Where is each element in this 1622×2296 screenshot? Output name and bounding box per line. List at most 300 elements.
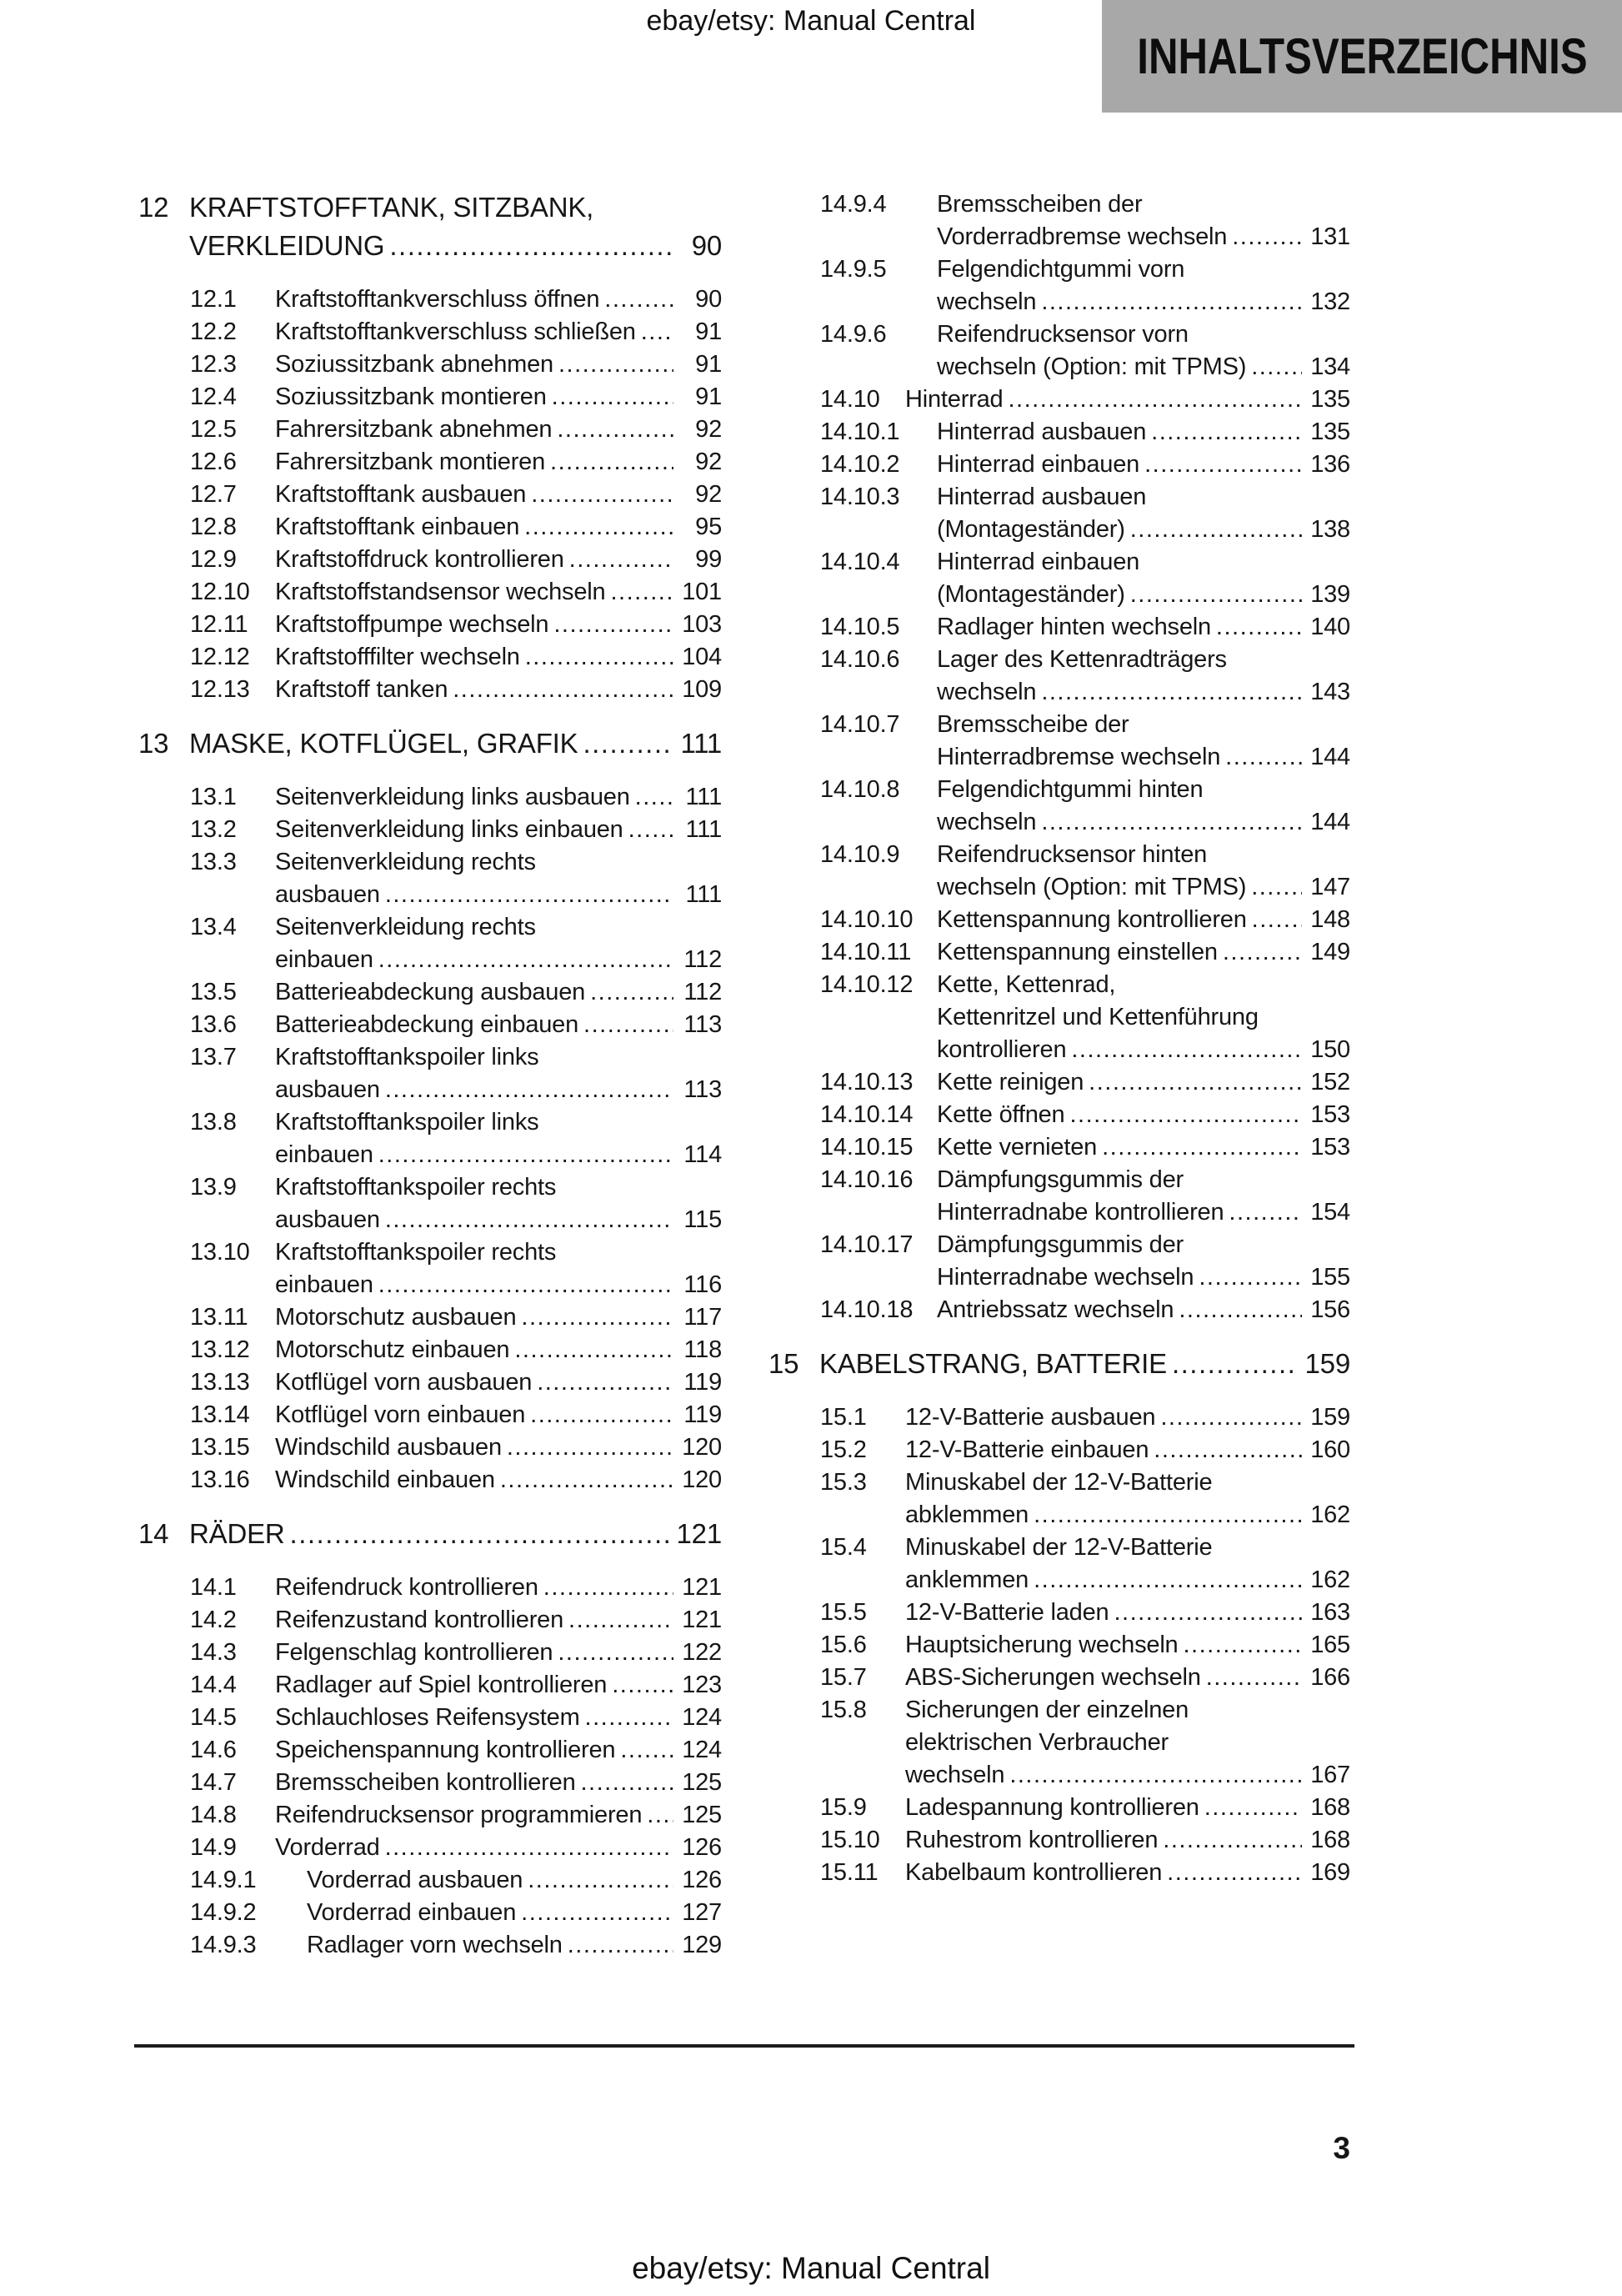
entry-title <box>275 641 722 674</box>
entry-title-line: Hinterrad ausbauen <box>937 484 1147 510</box>
entry-number: 14.10.14 <box>820 1101 914 1128</box>
dot-leader <box>385 1832 673 1864</box>
entry-page: 147 <box>1310 874 1350 900</box>
entry-title-line: Hinterradnabe kontrollieren <box>937 1199 1224 1226</box>
entry-title-line: Kraftstofftankverschluss öffnen <box>275 286 600 313</box>
entry-number: 15.3 <box>820 1469 867 1496</box>
entry-title-line: Schlauchloses Reifensystem <box>275 1704 580 1731</box>
dot-leader <box>568 1929 673 1962</box>
entry-number: 15.4 <box>820 1534 867 1561</box>
entry-number: 14.9.2 <box>190 1899 257 1926</box>
entry-number: 13.16 <box>190 1466 250 1493</box>
dot-leader <box>647 1799 673 1832</box>
toc-entry <box>768 546 1350 611</box>
toc-entry <box>138 674 722 706</box>
entry-title <box>275 1431 722 1464</box>
toc-entry <box>138 1832 722 1864</box>
toc-entry <box>138 544 722 576</box>
dot-leader <box>558 348 673 381</box>
entry-number: 15.5 <box>820 1599 867 1626</box>
entry-page: 120 <box>682 1466 722 1493</box>
entry-title <box>937 481 1350 546</box>
entry-title-line: Fahrersitzbank abnehmen <box>275 416 553 443</box>
entry-page: 113 <box>683 1076 722 1103</box>
entry-title <box>275 781 722 814</box>
entry-title-line: (Montageständer) <box>937 516 1125 543</box>
toc-entry <box>138 1009 722 1041</box>
toc-entry <box>768 1824 1350 1857</box>
entry-title-line: Hauptsicherung wechseln <box>905 1632 1179 1658</box>
entry-number: 13.1 <box>190 784 237 810</box>
entry-page: 144 <box>1310 809 1350 835</box>
entry-title-line: (Montageständer) <box>937 581 1125 608</box>
entry-number: 14.9.6 <box>820 321 887 348</box>
entry-number: 12.1 <box>190 286 237 313</box>
entry-title <box>275 674 722 706</box>
entry-title-line: Hinterrad einbauen <box>937 451 1140 478</box>
entry-title <box>937 709 1350 774</box>
entry-title-line: Speichenspannung kontrollieren <box>275 1737 616 1763</box>
entry-title-line: Seitenverkleidung rechts <box>275 849 536 875</box>
toc-entry <box>768 904 1350 936</box>
dot-leader <box>385 1204 673 1236</box>
entry-number: 14.9.3 <box>190 1932 257 1958</box>
toc-entry <box>768 1099 1350 1131</box>
toc-entry <box>138 609 722 641</box>
dot-leader <box>1071 1034 1302 1066</box>
entry-title-line: Radlager auf Spiel kontrollieren <box>275 1672 608 1698</box>
entry-title-line: Windschild einbauen <box>275 1466 495 1493</box>
entry-title-line: Bremsscheiben der <box>937 191 1143 218</box>
entry-title <box>275 1366 722 1399</box>
entry-page: 143 <box>1310 679 1350 705</box>
footer-divider <box>134 2044 1354 2048</box>
entry-title <box>937 1164 1350 1229</box>
toc-entry <box>138 724 722 763</box>
toc-entry <box>768 1792 1350 1824</box>
entry-title-line: Hinterradbremse wechseln <box>937 744 1221 770</box>
entry-title <box>937 1229 1350 1294</box>
entry-title <box>275 1669 722 1702</box>
toc-entry <box>138 1637 722 1669</box>
toc-entry <box>138 1366 722 1399</box>
entry-title <box>937 1099 1350 1131</box>
entry-page: 168 <box>1310 1794 1350 1821</box>
entry-number: 15.9 <box>820 1794 867 1821</box>
entry-title-line: Kraftstofftankspoiler links <box>275 1109 539 1135</box>
toc-entry <box>768 1294 1350 1326</box>
dot-leader <box>610 576 673 609</box>
entry-page: 159 <box>1304 1348 1350 1379</box>
entry-title-line: Radlager hinten wechseln <box>937 614 1211 640</box>
entry-number: 13.5 <box>190 979 237 1005</box>
entry-number: 13.2 <box>190 816 237 843</box>
entry-title <box>937 611 1350 644</box>
dot-leader <box>528 1864 673 1897</box>
entry-number: 12.12 <box>190 644 250 670</box>
toc-entry <box>138 283 722 316</box>
entry-title <box>905 1824 1350 1857</box>
entry-number: 14.10.17 <box>820 1231 914 1258</box>
dot-leader <box>389 227 673 265</box>
entry-page: 95 <box>695 514 722 540</box>
entry-page: 114 <box>683 1141 722 1168</box>
entry-title <box>905 1597 1350 1629</box>
dot-leader <box>1069 1099 1302 1131</box>
entry-title-line: kontrollieren <box>937 1036 1067 1063</box>
dot-leader <box>531 479 673 511</box>
entry-title <box>275 1334 722 1366</box>
entry-page: 119 <box>683 1401 722 1428</box>
entry-page: 112 <box>683 946 722 973</box>
entry-page: 126 <box>682 1867 722 1893</box>
entry-title-line: Hinterrad <box>905 386 1004 413</box>
entry-number: 14.10.9 <box>820 841 900 868</box>
entry-title-line: Kraftstoffpumpe wechseln <box>275 611 549 638</box>
entry-page: 90 <box>695 286 722 313</box>
toc-entry <box>138 1334 722 1366</box>
toc-entry <box>768 1532 1350 1597</box>
entry-title-line: Hinterrad einbauen <box>937 549 1140 575</box>
dot-leader <box>537 1366 673 1399</box>
entry-number: 14.10.15 <box>820 1134 914 1161</box>
toc-entry <box>138 511 722 544</box>
entry-title <box>275 1399 722 1431</box>
toc-entry <box>768 1629 1350 1662</box>
entry-page: 156 <box>1310 1296 1350 1323</box>
entry-title-line: Kette vernieten <box>937 1134 1098 1161</box>
toc-entry <box>138 1301 722 1334</box>
toc-entry <box>138 976 722 1009</box>
dot-leader <box>581 1767 674 1799</box>
toc-entry <box>138 1702 722 1734</box>
entry-number: 14.10.7 <box>820 711 900 738</box>
toc-entry <box>138 1515 722 1553</box>
entry-page: 91 <box>695 384 722 410</box>
entry-page: 127 <box>682 1899 722 1926</box>
entry-number: 14.10.12 <box>820 971 914 998</box>
entry-page: 168 <box>1310 1827 1350 1853</box>
entry-title-line: ausbauen <box>275 1076 380 1103</box>
entry-title-line: Seitenverkleidung rechts <box>275 914 536 940</box>
toc-entry <box>138 1897 722 1929</box>
entry-number: 13.8 <box>190 1109 237 1135</box>
dot-leader <box>1102 1131 1302 1164</box>
entry-title-line: elektrischen Verbraucher <box>905 1729 1169 1756</box>
dot-leader <box>385 879 673 911</box>
entry-page: 150 <box>1310 1036 1350 1063</box>
dot-leader <box>1252 904 1302 936</box>
entry-title-line: KRAFTSTOFFTANK, SITZBANK, <box>189 192 594 223</box>
entry-number: 13.6 <box>190 1011 237 1038</box>
entry-number: 13.7 <box>190 1044 237 1070</box>
entry-title-line: Dämpfungsgummis der <box>937 1231 1184 1258</box>
dot-leader <box>628 814 673 846</box>
entry-title-line: Batterieabdeckung einbauen <box>275 1011 579 1038</box>
entry-number: 12.10 <box>190 579 250 605</box>
toc-entry <box>138 479 722 511</box>
toc-entry <box>138 1106 722 1171</box>
entry-title-line: Kraftstofftankspoiler rechts <box>275 1239 557 1266</box>
entry-number: 14.10.16 <box>820 1166 914 1193</box>
dot-leader <box>1172 1345 1297 1383</box>
entry-number: 15.7 <box>820 1664 867 1691</box>
entry-title <box>275 1236 722 1301</box>
entry-page: 160 <box>1310 1436 1350 1463</box>
toc-entry <box>768 1434 1350 1466</box>
entry-title-line: RÄDER <box>189 1518 285 1549</box>
entry-title-line: Radlager vorn wechseln <box>307 1932 563 1958</box>
dot-leader <box>1144 449 1302 481</box>
entry-number: 14.1 <box>190 1574 237 1601</box>
toc-entry <box>768 1466 1350 1532</box>
entry-title <box>275 1572 722 1604</box>
dot-leader <box>1204 1792 1302 1824</box>
dot-leader <box>550 446 673 479</box>
toc-entry <box>768 1401 1350 1434</box>
entry-title <box>275 479 722 511</box>
entry-title-line: MASKE, KOTFLÜGEL, GRAFIK <box>189 728 578 759</box>
entry-page: 162 <box>1310 1567 1350 1593</box>
dot-leader <box>1114 1597 1302 1629</box>
entry-title-line: Hinterrad ausbauen <box>937 419 1147 445</box>
entry-title <box>275 544 722 576</box>
dot-leader <box>514 1334 673 1366</box>
toc-entry <box>138 348 722 381</box>
entry-page: 140 <box>1310 614 1350 640</box>
entry-title <box>937 644 1350 709</box>
entry-title <box>275 1009 722 1041</box>
entry-page: 111 <box>685 816 722 843</box>
dot-leader <box>553 609 673 641</box>
entry-title-line: Dämpfungsgummis der <box>937 1166 1184 1193</box>
entry-title <box>937 969 1350 1066</box>
toc-entry <box>138 846 722 911</box>
toc-entry <box>768 1857 1350 1889</box>
entry-title <box>189 188 722 265</box>
entry-title-line: 12-V-Batterie ausbauen <box>905 1404 1156 1431</box>
entry-title-line: Kraftstofftankspoiler links <box>275 1044 539 1070</box>
entry-number: 12.7 <box>190 481 237 508</box>
entry-title <box>905 1662 1350 1694</box>
entry-page: 152 <box>1310 1069 1350 1095</box>
toc-entry <box>768 1131 1350 1164</box>
dot-leader <box>525 641 673 674</box>
entry-title-line: Seitenverkleidung links ausbauen <box>275 784 630 810</box>
entry-page: 153 <box>1310 1101 1350 1128</box>
entry-page: 109 <box>682 676 722 703</box>
dot-leader <box>521 1897 673 1929</box>
entry-page: 132 <box>1310 288 1350 315</box>
entry-page: 121 <box>682 1574 722 1601</box>
entry-page: 103 <box>682 611 722 638</box>
entry-title <box>905 1466 1350 1532</box>
toc-entry <box>768 936 1350 969</box>
entry-title <box>937 904 1350 936</box>
entry-number: 14.10.3 <box>820 484 900 510</box>
entry-title-line: Windschild ausbauen <box>275 1434 502 1461</box>
entry-title-line: wechseln (Option: mit TPMS) <box>937 874 1247 900</box>
toc-entry <box>768 1597 1350 1629</box>
toc-entry <box>138 188 722 265</box>
entry-number: 14.5 <box>190 1704 237 1731</box>
entry-title-line: Sicherungen der einzelnen <box>905 1697 1189 1723</box>
entry-page: 123 <box>682 1672 722 1698</box>
entry-title <box>937 188 1350 253</box>
dot-leader <box>500 1464 673 1496</box>
entry-title-line: Vorderrad einbauen <box>307 1899 517 1926</box>
dot-leader <box>530 1399 673 1431</box>
entry-title-line: Kabelbaum kontrollieren <box>905 1859 1163 1886</box>
entry-number: 14.9.5 <box>820 256 887 283</box>
entry-page: 104 <box>682 644 722 670</box>
footer-site-label: ebay/etsy: Manual Central <box>632 2251 990 2285</box>
entry-title <box>937 449 1350 481</box>
entry-title-line: Antriebssatz wechseln <box>937 1296 1174 1323</box>
entry-title <box>937 839 1350 904</box>
dot-leader <box>1232 221 1302 253</box>
entry-number: 15.8 <box>820 1697 867 1723</box>
entry-page: 167 <box>1310 1762 1350 1788</box>
entry-title-line: Motorschutz ausbauen <box>275 1304 517 1331</box>
dot-leader <box>1008 384 1302 416</box>
entry-page: 111 <box>685 784 722 810</box>
dot-leader <box>620 1734 673 1767</box>
page-title-box <box>1102 0 1622 113</box>
entry-number: 12.2 <box>190 318 237 345</box>
entry-page: 92 <box>695 481 722 508</box>
dot-leader <box>583 1009 673 1041</box>
entry-page: 101 <box>682 579 722 605</box>
entry-title <box>275 414 722 446</box>
entry-page: 122 <box>682 1639 722 1666</box>
toc-entry <box>768 481 1350 546</box>
toc-column-left <box>138 188 722 1962</box>
entry-number: 13.3 <box>190 849 237 875</box>
entry-page: 129 <box>682 1932 722 1958</box>
entry-title <box>275 381 722 414</box>
entry-title-line: Felgenschlag kontrollieren <box>275 1639 553 1666</box>
toc-entry <box>138 1399 722 1431</box>
toc-entry <box>138 1604 722 1637</box>
entry-page: 139 <box>1310 581 1350 608</box>
dot-leader <box>1183 1629 1302 1662</box>
dot-leader <box>558 1637 673 1669</box>
entry-page: 120 <box>682 1434 722 1461</box>
toc-entry <box>138 1669 722 1702</box>
entry-number: 15.10 <box>820 1827 880 1853</box>
entry-page: 118 <box>683 1336 722 1363</box>
entry-title-line: VERKLEIDUNG <box>189 230 385 261</box>
page-title: INHALTSVERZEICHNIS <box>1136 28 1588 84</box>
entry-number: 14.10.4 <box>820 549 900 575</box>
entry-number: 12.4 <box>190 384 237 410</box>
entry-title-line: Kotflügel vorn einbauen <box>275 1401 526 1428</box>
entry-number: 14.10.11 <box>820 939 912 965</box>
entry-page: 169 <box>1310 1859 1350 1886</box>
entry-title-line: Kettenspannung kontrollieren <box>937 906 1247 933</box>
entry-title <box>905 1792 1350 1824</box>
toc-entry <box>768 1662 1350 1694</box>
entry-title <box>189 724 722 763</box>
dot-leader <box>569 544 673 576</box>
entry-title <box>905 1434 1350 1466</box>
entry-page: 112 <box>683 979 722 1005</box>
dot-leader <box>1167 1857 1302 1889</box>
entry-page: 125 <box>682 1769 722 1796</box>
entry-page: 92 <box>695 449 722 475</box>
dot-leader <box>1151 416 1302 449</box>
entry-number: 14.6 <box>190 1737 237 1763</box>
entry-title-line: Kette, Kettenrad, <box>937 971 1116 998</box>
entry-page: 124 <box>682 1704 722 1731</box>
toc-entry <box>138 381 722 414</box>
entry-page: 116 <box>683 1271 722 1298</box>
entry-title-line: ausbauen <box>275 1206 380 1233</box>
entry-page: 119 <box>683 1369 722 1396</box>
entry-title-line: Felgendichtgummi hinten <box>937 776 1204 803</box>
dot-leader <box>1041 676 1302 709</box>
entry-title-line: Kraftstoff tanken <box>275 676 448 703</box>
entry-title-line: abklemmen <box>905 1501 1029 1528</box>
entry-title-line: 12-V-Batterie laden <box>905 1599 1109 1626</box>
entry-title-line: Kotflügel vorn ausbauen <box>275 1369 533 1396</box>
entry-page: 136 <box>1310 451 1350 478</box>
entry-title-line: anklemmen <box>905 1567 1029 1593</box>
entry-title-line: ausbauen <box>275 881 380 908</box>
toc-entry <box>138 911 722 976</box>
toc-entry <box>138 446 722 479</box>
entry-title <box>275 316 722 348</box>
entry-number: 14.2 <box>190 1607 237 1633</box>
entry-title-line: wechseln <box>937 809 1037 835</box>
entry-title <box>275 976 722 1009</box>
toc-entry <box>138 576 722 609</box>
entry-title-line: Bremsscheiben kontrollieren <box>275 1769 576 1796</box>
dot-leader <box>521 1301 673 1334</box>
entry-number: 14.9 <box>190 1834 237 1861</box>
dot-leader <box>612 1669 673 1702</box>
dot-leader <box>1130 514 1302 546</box>
entry-title <box>275 1734 722 1767</box>
entry-number: 14.10 <box>820 386 880 413</box>
dot-leader <box>1223 936 1302 969</box>
entry-number: 14.10.6 <box>820 646 900 673</box>
entry-title-line: wechseln <box>937 288 1037 315</box>
entry-title <box>275 609 722 641</box>
entry-title-line: einbauen <box>275 1271 373 1298</box>
entry-title <box>905 1532 1350 1597</box>
page-number: 3 <box>1333 2131 1350 2165</box>
entry-title-line: Kette öffnen <box>937 1101 1065 1128</box>
entry-title-line: Kraftstofftankspoiler rechts <box>275 1174 557 1201</box>
entry-page: 165 <box>1310 1632 1350 1658</box>
entry-title-line: einbauen <box>275 946 373 973</box>
entry-title <box>275 446 722 479</box>
entry-title-line: ABS-Sicherungen wechseln <box>905 1664 1201 1691</box>
entry-title <box>275 283 722 316</box>
entry-number: 14.7 <box>190 1769 237 1796</box>
entry-page: 91 <box>695 318 722 345</box>
entry-title <box>937 1131 1350 1164</box>
entry-page: 92 <box>695 416 722 443</box>
dot-leader <box>378 1269 673 1301</box>
entry-title <box>275 1702 722 1734</box>
toc-entry <box>768 644 1350 709</box>
entry-title <box>275 1832 722 1864</box>
toc-entry <box>138 1734 722 1767</box>
toc-entry <box>768 449 1350 481</box>
